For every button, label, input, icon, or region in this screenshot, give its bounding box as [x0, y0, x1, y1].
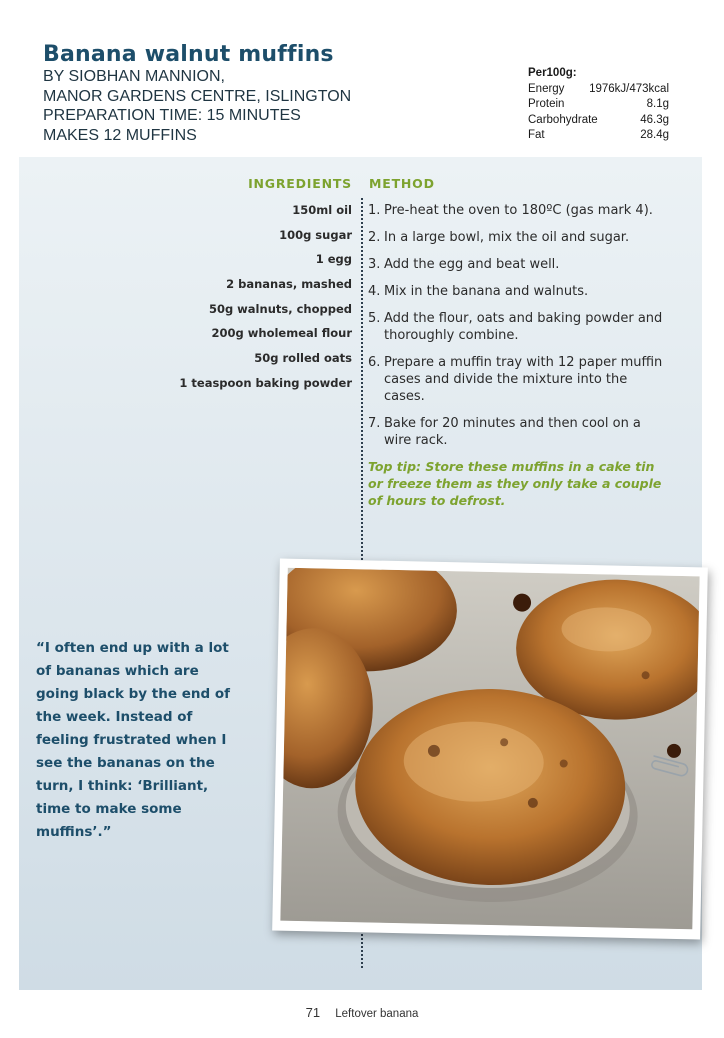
ingredient-item: 2 bananas, mashed — [226, 277, 352, 292]
nutrition-row — [528, 128, 669, 144]
ingredient-item: 200g wholemeal flour — [211, 326, 352, 341]
step-number: 6. — [368, 355, 381, 370]
ingredient-item: 50g rolled oats — [254, 351, 352, 366]
method-step — [368, 354, 668, 405]
recipe-title: Banana walnut muffins — [43, 42, 334, 67]
step-number: 3. — [368, 257, 381, 272]
muffin-photo — [272, 559, 708, 940]
step-number: 5. — [368, 311, 381, 326]
byline-author: BY SIOBHAN MANNION, — [43, 68, 225, 85]
step-text: Add the egg and beat well. — [384, 257, 560, 272]
nutrition-value: 1976kJ/473kcal — [589, 82, 669, 95]
byline-prep-time: PREPARATION TIME: 15 MINUTES — [43, 107, 301, 124]
step-text: Mix in the banana and walnuts. — [384, 284, 589, 299]
step-text: Prepare a muffin tray with 12 paper muffin cases and divide the mixture into the cases. — [384, 355, 663, 404]
nutrition-label: Carbohydrate — [528, 113, 598, 126]
nutrition-row — [528, 113, 669, 129]
nutrition-label: Protein — [528, 98, 565, 110]
method-step — [368, 415, 668, 449]
nutrition-heading: Per100g: — [528, 67, 577, 79]
method-step — [368, 202, 668, 219]
step-number: 1. — [368, 203, 381, 218]
nutrition-label: Fat — [528, 129, 545, 141]
step-number: 2. — [368, 230, 381, 245]
step-text: Pre-heat the oven to 180ºC (gas mark 4). — [384, 203, 653, 218]
muffin-photo-image — [280, 568, 699, 930]
nutrition-value: 8.1g — [646, 98, 669, 110]
pull-quote: “I often end up with a lot of bananas which are going black by the end of the week. Instead of feeling frustrated when I see the bananas on the turn, I think: ‘Brilliant, time to make some muffins’.” — [36, 640, 230, 840]
step-number: 4. — [368, 284, 381, 299]
ingredient-item: 1 teaspoon baking powder — [179, 375, 352, 390]
nutrition-row — [528, 82, 669, 98]
section-name: Leftover banana — [335, 1008, 419, 1020]
ingredient-item: 50g walnuts, chopped — [208, 301, 352, 316]
ingredient-item: 100g sugar — [279, 227, 352, 242]
muffin-illustration — [280, 568, 699, 930]
method-step — [368, 256, 668, 273]
top-tip: Top tip: Store these muffins in a cake tin or freeze them as they only take a couple of hours to defrost. — [368, 459, 662, 508]
method-heading: METHOD — [369, 176, 435, 191]
nutrition-value: 28.4g — [640, 129, 669, 141]
nutrition-table — [528, 66, 669, 144]
step-text: Bake for 20 minutes and then cool on a wire rack. — [384, 416, 641, 448]
recipe-header — [0, 0, 724, 160]
recipe-byline — [43, 67, 351, 145]
page-number: 71 — [305, 1005, 321, 1020]
nutrition-label: Energy — [528, 82, 565, 95]
byline-yield: MAKES 12 MUFFINS — [43, 126, 197, 144]
step-text: Add the flour, oats and baking powder and thoroughly combine. — [384, 311, 663, 343]
nutrition-value: 46.3g — [640, 113, 669, 126]
method-step — [368, 310, 668, 344]
ingredient-item: 150ml oil — [292, 203, 352, 217]
method-step — [368, 283, 668, 300]
nutrition-row — [528, 97, 669, 113]
byline-location: MANOR GARDENS CENTRE, ISLINGTON — [43, 87, 352, 105]
method-step — [368, 229, 668, 246]
step-number: 7. — [368, 416, 381, 431]
step-text: In a large bowl, mix the oil and sugar. — [384, 230, 630, 245]
page-footer — [0, 1005, 724, 1020]
ingredients-list — [132, 202, 352, 400]
ingredient-item: 1 egg — [315, 252, 352, 267]
ingredients-heading: INGREDIENTS — [248, 176, 352, 191]
method-list — [368, 202, 668, 459]
